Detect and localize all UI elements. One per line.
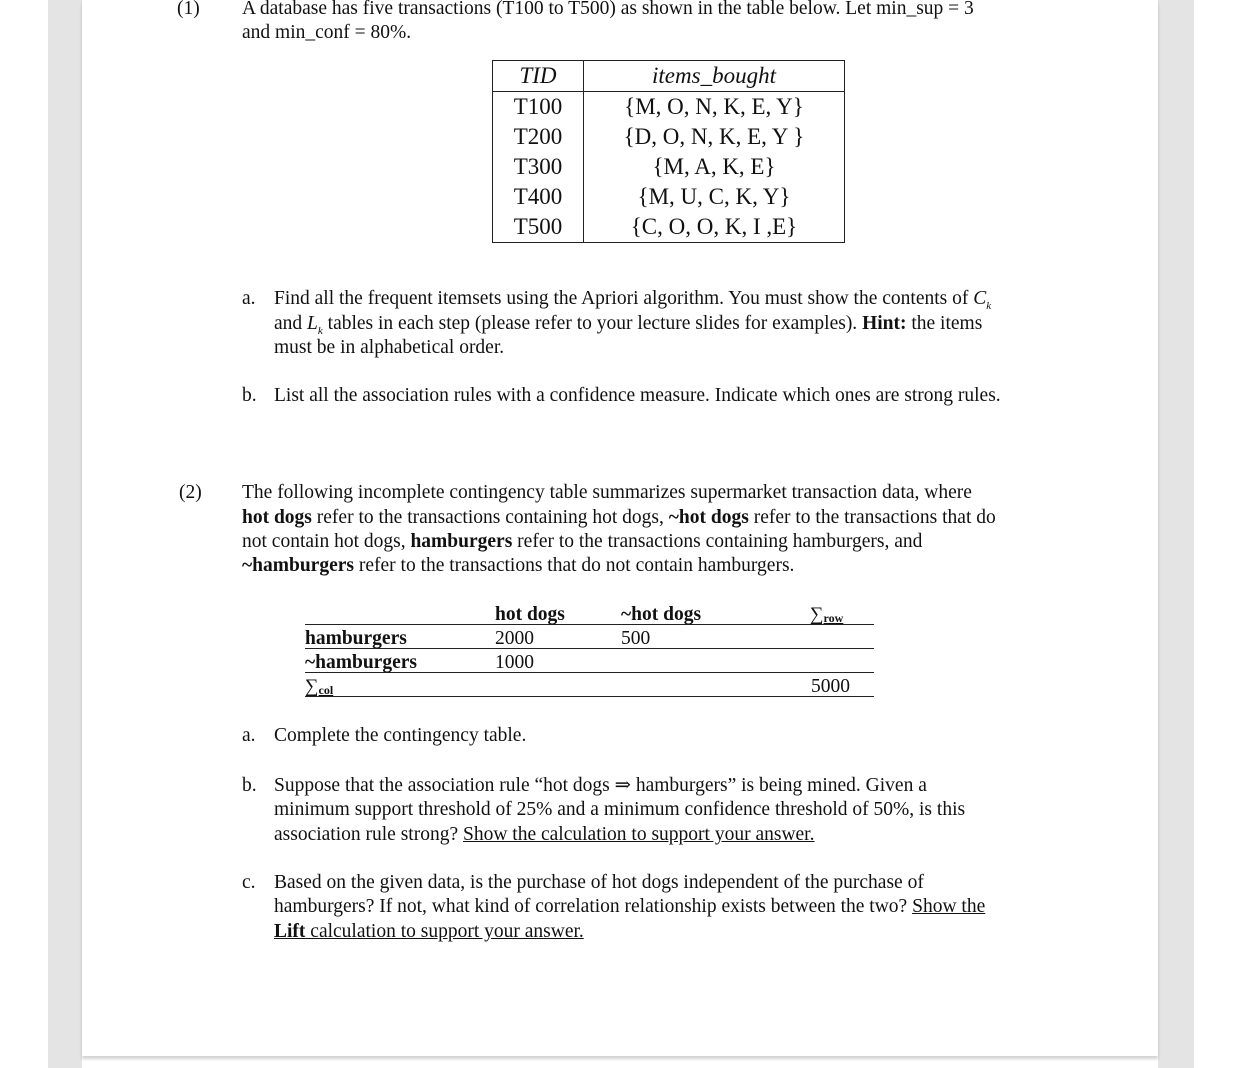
- question-2a-text: Complete the contingency table.: [274, 725, 527, 746]
- question-2-line3-pre: not contain hot dogs,: [242, 531, 411, 552]
- lk-subscript: k: [317, 324, 323, 337]
- question-2c-underlined-show-the: Show the: [912, 896, 986, 917]
- question-1a-label: a.: [242, 288, 256, 309]
- question-1-intro-line1: A database has five transactions (T100 to T500) as shown in the table below. Let min_sup = 3: [242, 0, 974, 19]
- header-items-bought: items_bought: [584, 61, 845, 92]
- question-2-line2: [242, 506, 996, 531]
- question-2b-line1: Suppose that the association rule “hot dogs ⇒ hamburgers” is being mined. Given a: [274, 775, 927, 796]
- ct-row-sum-col-label: [305, 676, 333, 701]
- question-1b-label: b.: [242, 385, 257, 406]
- table-row: [493, 122, 845, 152]
- term-not-hot-dogs: ~hot dogs: [668, 507, 749, 528]
- row-tid: T300: [493, 152, 584, 182]
- question-2-line2-mid: refer to the transactions containing hot dogs,: [311, 507, 669, 528]
- question-2c-line3: [274, 920, 584, 945]
- header-tid: TID: [493, 61, 584, 92]
- ck-symbol: C: [973, 288, 987, 309]
- ct-cell-hamburgers-not-hotdogs: 500: [621, 628, 651, 649]
- question-1a-line3: must be in alphabetical order.: [274, 337, 505, 358]
- sigma-symbol: ∑: [810, 604, 824, 625]
- question-2c-line1: Based on the given data, is the purchase of hot dogs independent of the purchase of: [274, 872, 924, 893]
- ct-header-hot-dogs: hot dogs: [495, 604, 565, 625]
- table-row: [493, 212, 845, 243]
- question-1a-line1-text: Find all the frequent itemsets using the Apriori algorithm. You must show the contents of: [274, 288, 974, 309]
- question-2-line4: [242, 554, 794, 579]
- question-2c-underlined-calculation: calculation to support your answer.: [305, 921, 584, 942]
- ct-cell-grand-total: 5000: [811, 676, 850, 697]
- row-tid: T500: [493, 212, 584, 243]
- question-2c-line2: [274, 895, 985, 920]
- ck-subscript: k: [986, 299, 992, 312]
- row-subscript: row: [823, 611, 844, 625]
- question-2-line1: The following incomplete contingency table summarizes supermarket transaction data, where: [242, 482, 972, 503]
- ct-header-sum-row: [810, 604, 843, 629]
- question-2c-label: c.: [242, 872, 256, 893]
- table-row: [493, 182, 845, 212]
- question-2-line3-post: refer to the transactions containing hamburgers, and: [512, 531, 923, 552]
- row-items: {C, O, O, K, I ,E}: [584, 212, 845, 243]
- term-hot-dogs: hot dogs: [242, 507, 312, 528]
- row-tid: T100: [493, 92, 584, 123]
- row-tid: T200: [493, 122, 584, 152]
- question-2c-line2-pre: hamburgers? If not, what kind of correlation relationship exists between the two?: [274, 896, 913, 917]
- question-1b-text: List all the association rules with a confidence measure. Indicate which ones are strong rules.: [274, 385, 1001, 406]
- ct-rule-bottom: [305, 696, 874, 697]
- hint-label: Hint:: [862, 313, 907, 334]
- ct-row-not-hamburgers-label: ~hamburgers: [305, 652, 417, 673]
- term-hamburgers: hamburgers: [410, 531, 513, 552]
- table-row: [493, 92, 845, 123]
- question-1-number: (1): [177, 0, 200, 19]
- row-tid: T400: [493, 182, 584, 212]
- lift-term: Lift: [274, 921, 306, 942]
- row-items: {M, O, N, K, E, Y}: [584, 92, 845, 123]
- question-1a-line2-mid: tables in each step (please refer to your lecture slides for examples).: [322, 313, 863, 334]
- question-2b-label: b.: [242, 775, 257, 796]
- row-items: {M, A, K, E}: [584, 152, 845, 182]
- ct-cell-not-hamburgers-hotdogs: 1000: [495, 652, 534, 673]
- question-2a-label: a.: [242, 725, 256, 746]
- table-row: [493, 152, 845, 182]
- question-2-line3: [242, 530, 922, 555]
- col-subscript: col: [318, 683, 334, 697]
- question-1a-line2-post: the items: [906, 313, 983, 334]
- right-margin-gutter: [1158, 0, 1194, 1068]
- left-margin-gutter: [48, 0, 82, 1068]
- question-1-intro-line2: and min_conf = 80%.: [242, 22, 412, 43]
- sigma-symbol: ∑: [305, 676, 319, 697]
- ct-header-not-hot-dogs: ~hot dogs: [621, 604, 702, 625]
- ct-row-hamburgers-label: hamburgers: [305, 628, 407, 649]
- transaction-table-header: [493, 61, 845, 92]
- lk-symbol: L: [307, 313, 318, 334]
- question-2b-line3: [274, 823, 814, 848]
- question-2-line2-post: refer to the transactions that do: [748, 507, 996, 528]
- row-items: {M, U, C, K, Y}: [584, 182, 845, 212]
- question-1a-line2-pre: and: [274, 313, 308, 334]
- question-2b-line2: minimum support threshold of 25% and a minimum confidence threshold of 50%, is this: [274, 799, 966, 820]
- question-2-number: (2): [179, 482, 202, 503]
- ct-cell-hamburgers-hotdogs: 2000: [495, 628, 534, 649]
- question-2b-underlined-instruction: Show the calculation to support your answer.: [463, 824, 815, 845]
- ct-rule-top: [305, 624, 874, 625]
- row-items: {D, O, N, K, E, Y }: [584, 122, 845, 152]
- question-2b-line3-pre: association rule strong?: [274, 824, 463, 845]
- transaction-table: [492, 60, 845, 243]
- question-2-line4-post: refer to the transactions that do not contain hamburgers.: [353, 555, 795, 576]
- term-not-hamburgers: ~hamburgers: [242, 555, 354, 576]
